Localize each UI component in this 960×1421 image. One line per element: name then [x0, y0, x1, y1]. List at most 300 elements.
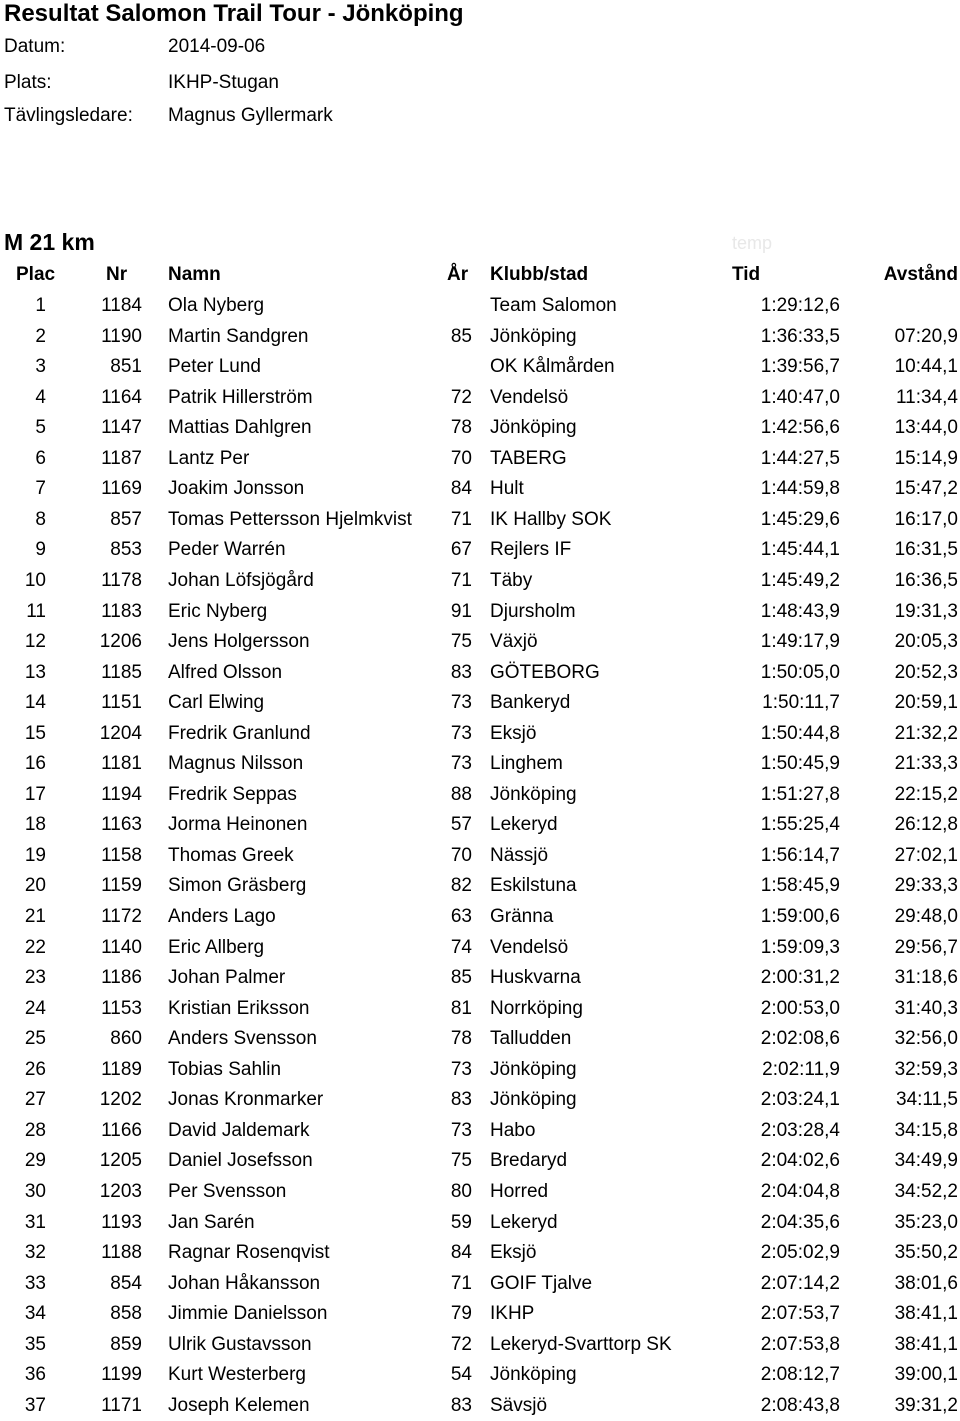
meta-label: Tävlingsledare: — [4, 105, 133, 126]
cell-plac: 2 — [35, 325, 46, 347]
cell-ar: 88 — [450, 783, 472, 805]
cell-ar: 83 — [450, 1089, 472, 1111]
cell-nr: 1188 — [101, 1242, 142, 1264]
cell-plac: 9 — [35, 539, 46, 561]
column-header-tid: Tid — [732, 264, 761, 285]
cell-avstand: 21:32,2 — [894, 722, 958, 744]
cell-ar: 72 — [450, 386, 472, 408]
cell-nr: 1204 — [99, 722, 142, 744]
cell-ar: 85 — [450, 967, 472, 989]
cell-ar: 84 — [450, 478, 472, 500]
cell-nr: 1178 — [101, 569, 142, 591]
cell-namn: Fredrik Granlund — [168, 722, 311, 744]
cell-klubb: Jönköping — [490, 325, 577, 347]
meta-label: Plats: — [4, 72, 52, 93]
cell-klubb: Jönköping — [490, 1058, 577, 1080]
cell-tid: 2:05:02,9 — [760, 1242, 840, 1264]
cell-klubb: Bredaryd — [490, 1150, 568, 1172]
cell-tid: 2:08:43,8 — [760, 1394, 840, 1416]
cell-klubb: Jönköping — [490, 1089, 577, 1111]
cell-namn: Patrik Hillerström — [168, 386, 313, 408]
cell-namn: Thomas Greek — [168, 844, 294, 866]
cell-tid: 1:58:45,9 — [760, 875, 840, 897]
cell-tid: 1:45:44,1 — [760, 539, 840, 561]
cell-klubb: Rejlers IF — [490, 539, 572, 561]
cell-ar: 73 — [450, 1058, 472, 1080]
cell-nr: 854 — [110, 1272, 142, 1294]
cell-ar: 79 — [450, 1303, 472, 1325]
cell-nr: 1184 — [101, 295, 142, 316]
table-row — [0, 1360, 960, 1390]
meta-value: 2014-09-06 — [168, 36, 266, 57]
table-row — [0, 535, 960, 565]
cell-plac: 6 — [35, 447, 46, 469]
cell-nr: 1171 — [101, 1394, 142, 1416]
cell-nr: 1183 — [101, 600, 142, 622]
cell-plac: 27 — [24, 1089, 46, 1111]
cell-avstand: 35:50,2 — [894, 1242, 958, 1264]
cell-avstand: 13:44,0 — [894, 417, 958, 439]
cell-namn: Joseph Kelemen — [168, 1394, 310, 1416]
cell-plac: 23 — [24, 967, 46, 989]
column-header-plac: Plac — [16, 264, 56, 285]
cell-avstand: 15:47,2 — [894, 478, 958, 500]
cell-avstand: 31:40,3 — [894, 997, 958, 1019]
cell-nr: 860 — [110, 1028, 142, 1050]
cell-tid: 1:51:27,8 — [760, 783, 840, 805]
cell-namn: Eric Nyberg — [168, 600, 268, 622]
cell-ar: 83 — [450, 1394, 472, 1416]
cell-nr: 858 — [110, 1303, 142, 1325]
cell-nr: 1185 — [101, 661, 142, 683]
cell-ar: 59 — [450, 1211, 472, 1233]
cell-namn: Jimmie Danielsson — [168, 1303, 328, 1325]
cell-avstand: 19:31,3 — [894, 600, 958, 622]
table-row — [0, 1024, 960, 1054]
cell-nr: 1147 — [101, 417, 142, 439]
cell-tid: 1:40:47,0 — [760, 386, 840, 408]
cell-tid: 1:59:00,6 — [760, 906, 840, 927]
cell-ar: 71 — [450, 1272, 472, 1294]
cell-tid: 1:42:56,6 — [760, 417, 840, 439]
table-row — [0, 474, 960, 504]
cell-plac: 20 — [24, 875, 46, 897]
cell-nr: 1153 — [101, 997, 142, 1019]
cell-ar: 75 — [450, 1150, 472, 1172]
cell-klubb: Växjö — [490, 631, 538, 653]
cell-avstand: 39:31,2 — [894, 1394, 958, 1416]
cell-klubb: Gränna — [490, 906, 554, 927]
table-row — [0, 841, 960, 871]
class-title: M 21 km — [4, 229, 95, 255]
cell-klubb: IK Hallby SOK — [490, 508, 612, 530]
cell-klubb: Hult — [490, 478, 524, 500]
cell-klubb: Team Salomon — [490, 295, 617, 316]
cell-avstand: 20:52,3 — [894, 661, 958, 683]
cell-tid: 1:50:05,0 — [760, 661, 840, 683]
cell-namn: Per Svensson — [168, 1180, 287, 1202]
cell-avstand: 20:59,1 — [894, 692, 958, 714]
cell-avstand: 16:31,5 — [894, 539, 958, 561]
cell-tid: 1:50:11,7 — [762, 692, 840, 714]
cell-ar: 54 — [450, 1364, 472, 1386]
meta-value: Magnus Gyllermark — [168, 105, 333, 126]
cell-plac: 37 — [24, 1394, 46, 1416]
cell-klubb: GOIF Tjalve — [490, 1272, 593, 1294]
table-row — [0, 566, 960, 596]
cell-tid: 1:56:14,7 — [760, 844, 840, 866]
cell-avstand: 22:15,2 — [894, 783, 958, 805]
cell-klubb: Habo — [490, 1119, 536, 1141]
cell-namn: Ulrik Gustavsson — [168, 1333, 312, 1355]
cell-namn: David Jaldemark — [168, 1119, 310, 1141]
cell-avstand: 38:41,1 — [894, 1333, 958, 1355]
cell-namn: Johan Håkansson — [168, 1272, 321, 1294]
cell-tid: 2:07:14,2 — [760, 1272, 840, 1294]
table-row — [0, 1269, 960, 1299]
table-row — [0, 597, 960, 627]
cell-ar: 70 — [450, 844, 472, 866]
cell-tid: 2:03:28,4 — [760, 1119, 840, 1141]
table-row — [0, 902, 960, 932]
cell-tid: 1:45:29,6 — [760, 508, 840, 530]
cell-namn: Jan Sarén — [168, 1211, 255, 1233]
cell-avstand: 34:52,2 — [894, 1180, 958, 1202]
cell-plac: 5 — [35, 417, 46, 439]
cell-avstand: 32:59,3 — [894, 1058, 958, 1080]
cell-nr: 1172 — [101, 906, 142, 927]
cell-plac: 35 — [24, 1333, 46, 1355]
cell-klubb: Lekeryd — [490, 814, 558, 836]
cell-tid: 2:00:31,2 — [760, 967, 840, 989]
cell-avstand: 07:20,9 — [894, 325, 958, 347]
cell-namn: Carl Elwing — [168, 692, 265, 714]
cell-ar: 84 — [450, 1242, 472, 1264]
cell-nr: 1199 — [101, 1364, 142, 1386]
cell-plac: 25 — [24, 1028, 46, 1050]
cell-tid: 2:02:11,9 — [762, 1058, 840, 1080]
cell-ar: 73 — [450, 753, 472, 775]
cell-avstand: 27:02,1 — [894, 844, 958, 866]
cell-nr: 1205 — [99, 1150, 142, 1172]
cell-namn: Daniel Josefsson — [168, 1150, 313, 1172]
cell-namn: Kurt Westerberg — [168, 1364, 306, 1386]
table-row — [0, 810, 960, 840]
results-header-row — [0, 260, 960, 290]
cell-klubb: Bankeryd — [490, 692, 571, 714]
cell-ar: 73 — [450, 722, 472, 744]
cell-plac: 15 — [24, 722, 46, 744]
cell-plac: 30 — [24, 1180, 46, 1202]
cell-ar: 91 — [450, 600, 472, 622]
cell-ar: 63 — [450, 906, 472, 927]
page-title: Resultat Salomon Trail Tour - Jönköping — [4, 0, 464, 27]
cell-klubb: Lekeryd-Svarttorp SK — [490, 1333, 672, 1355]
cell-klubb: Jönköping — [490, 1364, 577, 1386]
cell-nr: 1194 — [101, 783, 142, 805]
cell-ar: 75 — [450, 631, 472, 653]
table-row — [0, 291, 960, 321]
cell-plac: 36 — [24, 1364, 46, 1386]
cell-klubb: GÖTEBORG — [490, 661, 600, 683]
meta-label: Datum: — [4, 36, 66, 57]
cell-ar: 74 — [450, 936, 472, 958]
cell-ar: 70 — [450, 447, 472, 469]
cell-tid: 2:07:53,8 — [760, 1333, 840, 1355]
cell-nr: 1187 — [101, 447, 142, 469]
cell-avstand: 34:49,9 — [894, 1150, 958, 1172]
cell-namn: Lantz Per — [168, 447, 250, 469]
column-header-ar: År — [447, 264, 469, 285]
cell-nr: 1159 — [101, 875, 142, 897]
table-row — [0, 383, 960, 413]
cell-klubb: Vendelsö — [490, 386, 569, 408]
column-header-klubb: Klubb/stad — [490, 264, 589, 285]
cell-namn: Peder Warrén — [168, 539, 286, 561]
cell-plac: 26 — [24, 1058, 46, 1080]
cell-avstand: 35:23,0 — [894, 1211, 958, 1233]
cell-nr: 1140 — [101, 936, 142, 958]
table-row — [0, 658, 960, 688]
cell-klubb: Jönköping — [490, 417, 577, 439]
cell-namn: Peter Lund — [168, 356, 261, 378]
cell-ar: 83 — [450, 661, 472, 683]
cell-nr: 1169 — [101, 478, 142, 500]
cell-tid: 1:45:49,2 — [760, 569, 840, 591]
cell-klubb: Eksjö — [490, 722, 537, 744]
cell-plac: 24 — [24, 997, 46, 1019]
column-header-avstand: Avstånd — [883, 264, 958, 285]
cell-plac: 21 — [24, 906, 46, 927]
cell-avstand: 20:05,3 — [894, 631, 958, 653]
cell-avstand: 38:41,1 — [894, 1303, 958, 1325]
table-row — [0, 719, 960, 749]
cell-namn: Tobias Sahlin — [168, 1058, 282, 1080]
cell-plac: 10 — [24, 569, 46, 591]
cell-plac: 3 — [35, 356, 46, 378]
cell-klubb: Djursholm — [490, 600, 576, 622]
temp-label: temp — [732, 233, 773, 253]
cell-namn: Johan Löfsjögård — [168, 569, 314, 591]
cell-namn: Kristian Eriksson — [168, 997, 310, 1019]
cell-ar: 71 — [450, 508, 472, 530]
cell-tid: 2:04:35,6 — [760, 1211, 840, 1233]
table-row — [0, 1177, 960, 1207]
cell-namn: Tomas Pettersson Hjelmkvist — [168, 508, 412, 530]
cell-plac: 14 — [24, 692, 46, 714]
cell-plac: 7 — [35, 478, 46, 500]
cell-tid: 1:48:43,9 — [760, 600, 840, 622]
cell-klubb: Sävsjö — [490, 1394, 548, 1416]
cell-nr: 857 — [110, 508, 142, 530]
cell-avstand: 38:01,6 — [894, 1272, 958, 1294]
cell-nr: 1206 — [99, 631, 142, 653]
cell-plac: 29 — [24, 1150, 46, 1172]
cell-nr: 1189 — [101, 1058, 142, 1080]
cell-tid: 1:50:45,9 — [760, 753, 840, 775]
cell-nr: 1163 — [101, 814, 142, 836]
cell-plac: 13 — [24, 661, 46, 683]
cell-nr: 1202 — [99, 1089, 142, 1111]
table-row — [0, 1055, 960, 1085]
cell-plac: 11 — [26, 600, 46, 622]
table-row — [0, 627, 960, 657]
table-row — [0, 322, 960, 352]
cell-ar: 81 — [450, 997, 472, 1019]
table-row — [0, 352, 960, 382]
table-row — [0, 444, 960, 474]
cell-namn: Joakim Jonsson — [168, 478, 305, 500]
column-header-nr: Nr — [106, 264, 128, 285]
cell-klubb: Lekeryd — [490, 1211, 558, 1233]
cell-plac: 22 — [24, 936, 46, 958]
cell-nr: 1203 — [99, 1180, 142, 1202]
cell-nr: 1158 — [101, 844, 142, 866]
cell-nr: 853 — [110, 539, 142, 561]
table-row — [0, 1208, 960, 1238]
cell-nr: 1193 — [101, 1211, 142, 1233]
table-row — [0, 749, 960, 779]
cell-plac: 18 — [24, 814, 46, 836]
cell-ar: 71 — [450, 569, 472, 591]
cell-namn: Simon Gräsberg — [168, 875, 307, 897]
cell-namn: Jens Holgersson — [168, 631, 310, 653]
cell-namn: Fredrik Seppas — [168, 783, 297, 805]
cell-nr: 1166 — [101, 1119, 142, 1141]
cell-klubb: Linghem — [490, 753, 563, 775]
table-row — [0, 994, 960, 1024]
cell-klubb: TABERG — [490, 447, 567, 469]
cell-namn: Johan Palmer — [168, 967, 286, 989]
cell-avstand: 31:18,6 — [894, 967, 958, 989]
cell-klubb: Eskilstuna — [490, 875, 577, 897]
cell-tid: 1:44:27,5 — [760, 447, 840, 469]
cell-plac: 4 — [35, 386, 46, 408]
cell-tid: 1:55:25,4 — [760, 814, 840, 836]
cell-tid: 1:59:09,3 — [760, 936, 840, 958]
cell-plac: 34 — [24, 1303, 46, 1325]
table-row — [0, 688, 960, 718]
cell-ar: 85 — [450, 325, 472, 347]
cell-avstand: 29:33,3 — [894, 875, 958, 897]
cell-tid: 2:07:53,7 — [760, 1303, 840, 1325]
cell-tid: 2:04:02,6 — [760, 1150, 840, 1172]
cell-nr: 859 — [110, 1333, 142, 1355]
cell-plac: 8 — [35, 508, 46, 530]
cell-plac: 16 — [24, 753, 46, 775]
cell-avstand: 16:17,0 — [894, 508, 958, 530]
column-header-namn: Namn — [168, 264, 221, 285]
cell-plac: 32 — [24, 1242, 46, 1264]
table-row — [0, 933, 960, 963]
cell-plac: 31 — [24, 1211, 46, 1233]
cell-ar: 80 — [450, 1180, 472, 1202]
cell-tid: 2:02:08,6 — [760, 1028, 840, 1050]
cell-ar: 67 — [450, 539, 472, 561]
cell-nr: 1190 — [101, 325, 142, 347]
table-row — [0, 1116, 960, 1146]
cell-avstand: 11:34,4 — [896, 386, 958, 408]
cell-ar: 78 — [450, 417, 472, 439]
cell-ar: 73 — [450, 692, 472, 714]
cell-namn: Ola Nyberg — [168, 295, 265, 316]
cell-ar: 57 — [450, 814, 472, 836]
table-row — [0, 1146, 960, 1176]
cell-avstand: 29:56,7 — [894, 936, 958, 958]
table-row — [0, 1330, 960, 1360]
cell-avstand: 21:33,3 — [894, 753, 958, 775]
cell-tid: 2:04:04,8 — [760, 1180, 840, 1202]
cell-namn: Jonas Kronmarker — [168, 1089, 324, 1111]
cell-plac: 19 — [24, 844, 46, 866]
cell-avstand: 39:00,1 — [894, 1364, 958, 1386]
cell-tid: 1:50:44,8 — [760, 722, 840, 744]
meta-value: IKHP-Stugan — [168, 72, 279, 93]
table-row — [0, 505, 960, 535]
cell-avstand: 15:14,9 — [894, 447, 958, 469]
cell-klubb: Jönköping — [490, 783, 577, 805]
cell-klubb: IKHP — [490, 1303, 535, 1325]
cell-tid: 1:49:17,9 — [760, 631, 840, 653]
cell-avstand: 10:44,1 — [894, 356, 958, 378]
cell-tid: 2:08:12,7 — [760, 1364, 840, 1386]
cell-ar: 82 — [450, 875, 472, 897]
cell-avstand: 34:15,8 — [894, 1119, 958, 1141]
cell-plac: 33 — [24, 1272, 46, 1294]
cell-namn: Anders Svensson — [168, 1028, 317, 1050]
cell-plac: 1 — [35, 295, 46, 316]
cell-ar: 73 — [450, 1119, 472, 1141]
cell-tid: 1:39:56,7 — [760, 356, 840, 378]
cell-klubb: Norrköping — [490, 997, 583, 1019]
cell-klubb: Eksjö — [490, 1242, 537, 1264]
cell-ar: 72 — [450, 1333, 472, 1355]
table-row — [0, 1299, 960, 1329]
cell-klubb: Nässjö — [490, 844, 549, 866]
cell-klubb: Talludden — [490, 1028, 572, 1050]
table-row — [0, 780, 960, 810]
cell-tid: 2:00:53,0 — [760, 997, 840, 1019]
table-row — [0, 1085, 960, 1115]
cell-tid: 1:44:59,8 — [760, 478, 840, 500]
cell-avstand: 26:12,8 — [894, 814, 958, 836]
cell-tid: 1:29:12,6 — [760, 295, 840, 316]
table-row — [0, 1238, 960, 1268]
cell-nr: 1164 — [101, 386, 142, 408]
cell-klubb: Horred — [490, 1180, 549, 1202]
cell-namn: Eric Allberg — [168, 936, 265, 958]
cell-namn: Alfred Olsson — [168, 661, 283, 683]
cell-plac: 12 — [24, 631, 46, 653]
cell-namn: Ragnar Rosenqvist — [168, 1242, 330, 1264]
cell-tid: 1:36:33,5 — [760, 325, 840, 347]
cell-namn: Jorma Heinonen — [168, 814, 308, 836]
cell-namn: Magnus Nilsson — [168, 753, 304, 775]
cell-avstand: 29:48,0 — [894, 906, 958, 927]
cell-avstand: 16:36,5 — [894, 569, 958, 591]
cell-avstand: 34:11,5 — [896, 1089, 958, 1111]
cell-klubb: Vendelsö — [490, 936, 569, 958]
table-row — [0, 963, 960, 993]
cell-nr: 1181 — [101, 753, 142, 775]
cell-plac: 17 — [24, 783, 46, 805]
cell-nr: 1151 — [101, 692, 142, 714]
cell-klubb: Huskvarna — [490, 967, 581, 989]
cell-tid: 2:03:24,1 — [760, 1089, 840, 1111]
cell-avstand: 32:56,0 — [894, 1028, 958, 1050]
table-row — [0, 871, 960, 901]
table-row — [0, 1391, 960, 1421]
